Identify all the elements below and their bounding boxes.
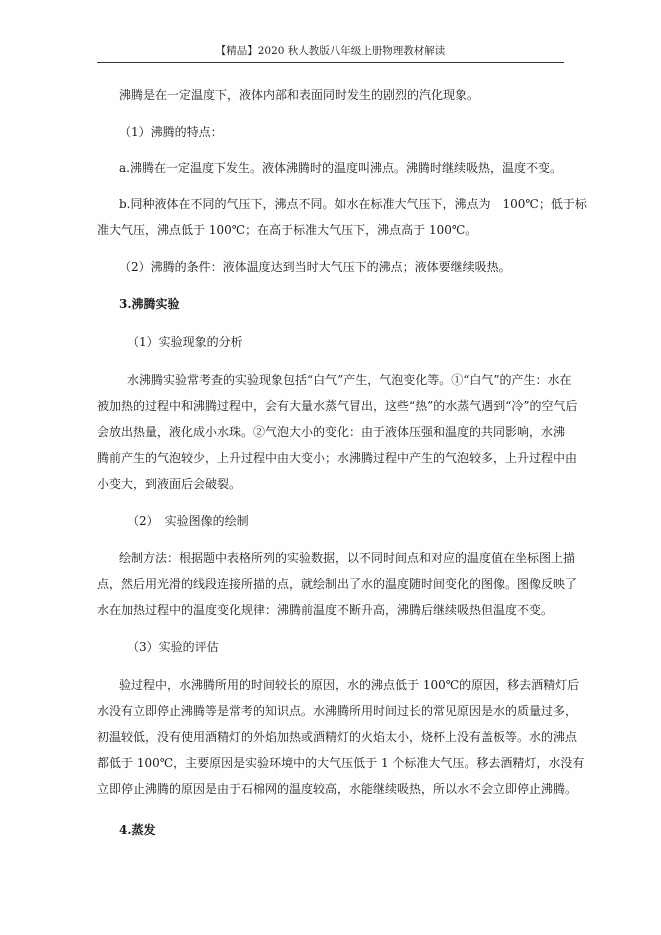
- analysis-line-5: 小变大，到液面后会破裂。: [97, 477, 242, 491]
- features-heading: （1）沸腾的特点：: [119, 125, 223, 139]
- feature-a: a.沸腾在一定温度下发生。液体沸腾时的温度叫沸点。沸腾时继续吸热，温度不变。: [119, 161, 562, 175]
- drawing-line-2: 点，然后用光滑的线段连接所描的点，就绘制出了水的温度随时间变化的图像。图像反映了: [97, 577, 578, 591]
- page-header: 【精品】2020 秋人教版八年级上册物理教材解读: [215, 45, 446, 57]
- evaluation-heading: （3）实验的评估: [127, 640, 219, 654]
- evaluation-line-3: 初温较低，没有使用酒精灯的外焰加热或酒精灯的火焰太小，烧杯上没有盖板等。水的沸点: [97, 730, 578, 744]
- analysis-line-1: 水沸腾实验常考查的实验现象包括“白气”产生，气泡变化等。①“白气”的产生：水在: [127, 373, 572, 387]
- section-4-heading: 4.蒸发: [119, 823, 156, 837]
- evaluation-line-2: 水没有立即停止沸腾等是常考的知识点。水沸腾所用时间过长的常见原因是水的质量过多，: [97, 704, 578, 718]
- analysis-line-2: 被加热的过程中和沸腾过程中，会有大量水蒸气冒出，这些“热”的水蒸气遇到“冷”的空气后: [97, 399, 578, 413]
- drawing-heading: （2） 实验图像的绘制: [127, 514, 249, 528]
- analysis-line-4: 腾前产生的气泡较少，上升过程中由大变小；水沸腾过程中产生的气泡较多，上升过程中由: [97, 451, 578, 465]
- header-divider: [97, 62, 564, 63]
- evaluation-line-5: 立即停止沸腾的原因是由于石棉网的温度较高，水能继续吸热，所以水不会立即停止沸腾。: [97, 782, 578, 796]
- evaluation-line-1: 验过程中，水沸腾所用的时间较长的原因，水的沸点低于 100℃的原因，移去酒精灯后: [119, 678, 580, 692]
- analysis-heading: （1）实验现象的分析: [127, 335, 243, 349]
- boiling-definition: 沸腾是在一定温度下，液体内部和表面同时发生的剧烈的汽化现象。: [119, 88, 480, 102]
- feature-b-line2: 准大气压，沸点低于 100℃；在高于标准大气压下，沸点高于 100℃。: [97, 223, 478, 237]
- evaluation-line-4: 都低于 100℃，主要原因是实验环境中的大气压低于 1 个标准大气压。移去酒精灯，水没有: [97, 756, 585, 770]
- drawing-line-3: 水在加热过程中的温度变化规律：沸腾前温度不断升高，沸腾后继续吸热但温度不变。: [97, 603, 554, 617]
- feature-b-line1: b.同种液体在不同的气压下，沸点不同。如水在标准大气压下，沸点为 100℃；低于标: [119, 197, 587, 211]
- boiling-conditions: （2）沸腾的条件：液体温度达到当时大气压下的沸点；液体要继续吸热。: [119, 260, 511, 274]
- analysis-line-3: 会放出热量，液化成小水珠。②气泡大小的变化：由于液体压强和温度的共同影响，水沸: [97, 425, 566, 439]
- drawing-line-1: 绘制方法：根据题中表格所列的实验数据，以不同时间点和对应的温度值在坐标图上描: [119, 551, 576, 565]
- section-3-heading: 3.沸腾实验: [119, 297, 180, 311]
